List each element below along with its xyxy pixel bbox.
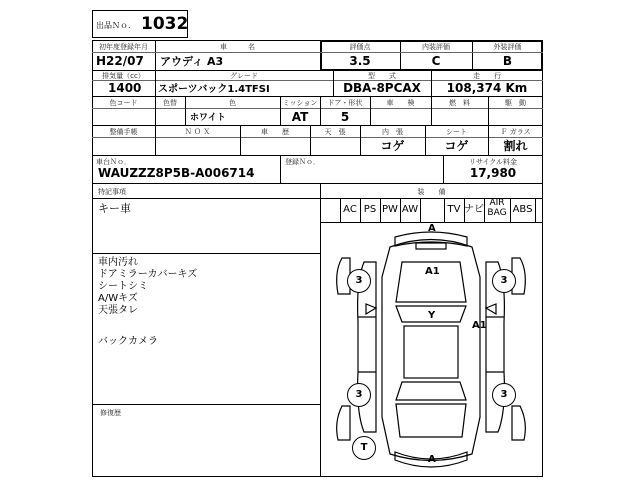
lining-condition: コゲ: [380, 139, 405, 153]
interior-grade: C: [431, 54, 441, 68]
color-change-label: 色替: [163, 99, 177, 107]
note-item: A/Wキズ: [98, 293, 138, 304]
rear-damage-mark: A: [428, 454, 436, 465]
color-code-label: 色コード: [109, 99, 138, 107]
fuel-label: 燃 料: [449, 99, 470, 107]
front-glass-condition: 割れ: [503, 139, 528, 153]
chassis-number: WAUZZZ8P5B-A006714: [98, 166, 255, 180]
inspection-label: 車 検: [386, 99, 415, 107]
car-diagram: [320, 222, 543, 477]
car-name: アウディ A3: [160, 55, 224, 68]
history-label: 車 歴: [261, 128, 289, 136]
grade: スポーツバック1.4TFSI: [158, 84, 270, 95]
score-label: 評価点: [349, 43, 371, 51]
score: 3.5: [349, 54, 371, 68]
front-left-wheel-mark: 3: [347, 269, 371, 293]
year-label: 初年度登録年月: [99, 43, 148, 51]
first-registration: H22/07: [96, 54, 144, 68]
chassis-label: 車台Ｎｏ．: [96, 158, 131, 166]
note-item: ドアミラーカバーキズ: [98, 269, 198, 280]
front-grille: [416, 243, 446, 249]
note-item: 天張タレ: [98, 305, 138, 316]
roof-damage-mark: Y: [428, 310, 436, 321]
ceiling-label: 天 張: [324, 128, 346, 136]
exterior-label: 外装評価: [493, 43, 522, 51]
front-right-wheel-mark: 3: [492, 269, 516, 293]
lot-number: 1032: [141, 14, 189, 34]
tire-mark: T: [352, 436, 376, 460]
grade-label: グレード: [230, 72, 258, 80]
trunk: [396, 404, 466, 437]
front-glass-label: Ｆ ガラス: [500, 128, 531, 136]
color-label: 色: [229, 99, 236, 107]
lot-number-box: [92, 10, 188, 38]
recycle-fee: 17,980: [469, 166, 517, 180]
left-rear-fender: [337, 406, 350, 440]
rear-right-wheel-mark: 3: [492, 383, 516, 407]
notes-label: 特記事項: [98, 188, 126, 196]
car-name-label: 車 名: [220, 43, 255, 51]
doors-label: ドア・形状: [327, 99, 363, 107]
displacement-label: 排気量（cc）: [102, 72, 145, 80]
camera-note: バックカメラ: [98, 336, 158, 347]
equipment-item: PW: [382, 204, 398, 215]
recycle-label: リサイクル料金: [468, 158, 518, 166]
model-code: DBA-8PCAX: [343, 81, 421, 95]
lining-label: 内 張: [382, 128, 403, 136]
equipment-item: AC: [343, 204, 357, 215]
transmission: AT: [291, 110, 309, 124]
nox-label: Ｎ Ｏ Ｘ: [184, 128, 211, 136]
repair-history-label: 修復歴: [100, 409, 121, 417]
model-label: 型 式: [368, 72, 396, 80]
mileage: 108,374 Km: [446, 81, 528, 95]
color: ホワイト: [190, 113, 226, 123]
equipment-item: PS: [363, 204, 377, 215]
rear-window: [396, 382, 466, 400]
seat-label: シート: [446, 128, 467, 136]
equipment-item: TV: [447, 204, 461, 215]
key-note: キー車: [98, 202, 131, 215]
registration-label: 登録Ｎｏ．: [285, 158, 320, 166]
note-item: シートシミ: [98, 281, 148, 292]
left-mirror: [366, 304, 376, 314]
mileage-label: 走 行: [473, 72, 501, 80]
drive-label: 駆 動: [505, 99, 526, 107]
lot-number-label: 出品Ｎｏ．: [96, 21, 136, 30]
maintenance-book-label: 整備手帳: [109, 128, 138, 136]
right-mirror: [486, 304, 496, 314]
seat-condition: コゲ: [444, 139, 469, 153]
hood-damage-mark: A1: [425, 266, 440, 277]
equipment-item: AW: [401, 204, 419, 215]
equipment-item: ABS: [512, 204, 533, 215]
roof: [404, 326, 458, 378]
interior-label: 内装評価: [422, 43, 450, 51]
note-item: 車内汚れ: [98, 257, 138, 268]
right-door-damage-mark: A1: [472, 320, 487, 331]
equipment-label: 装 備: [417, 188, 446, 196]
exterior-grade: B: [502, 54, 513, 68]
doors: 5: [340, 110, 350, 124]
equipment-item: AIR BAG: [487, 198, 507, 218]
rear-left-wheel-mark: 3: [347, 383, 371, 407]
equipment-item: ナビ: [464, 204, 484, 215]
displacement: 1400: [108, 81, 142, 95]
right-rear-fender: [512, 406, 525, 440]
mission-label: ミッション: [282, 99, 318, 107]
front-damage-mark: A: [428, 223, 436, 234]
